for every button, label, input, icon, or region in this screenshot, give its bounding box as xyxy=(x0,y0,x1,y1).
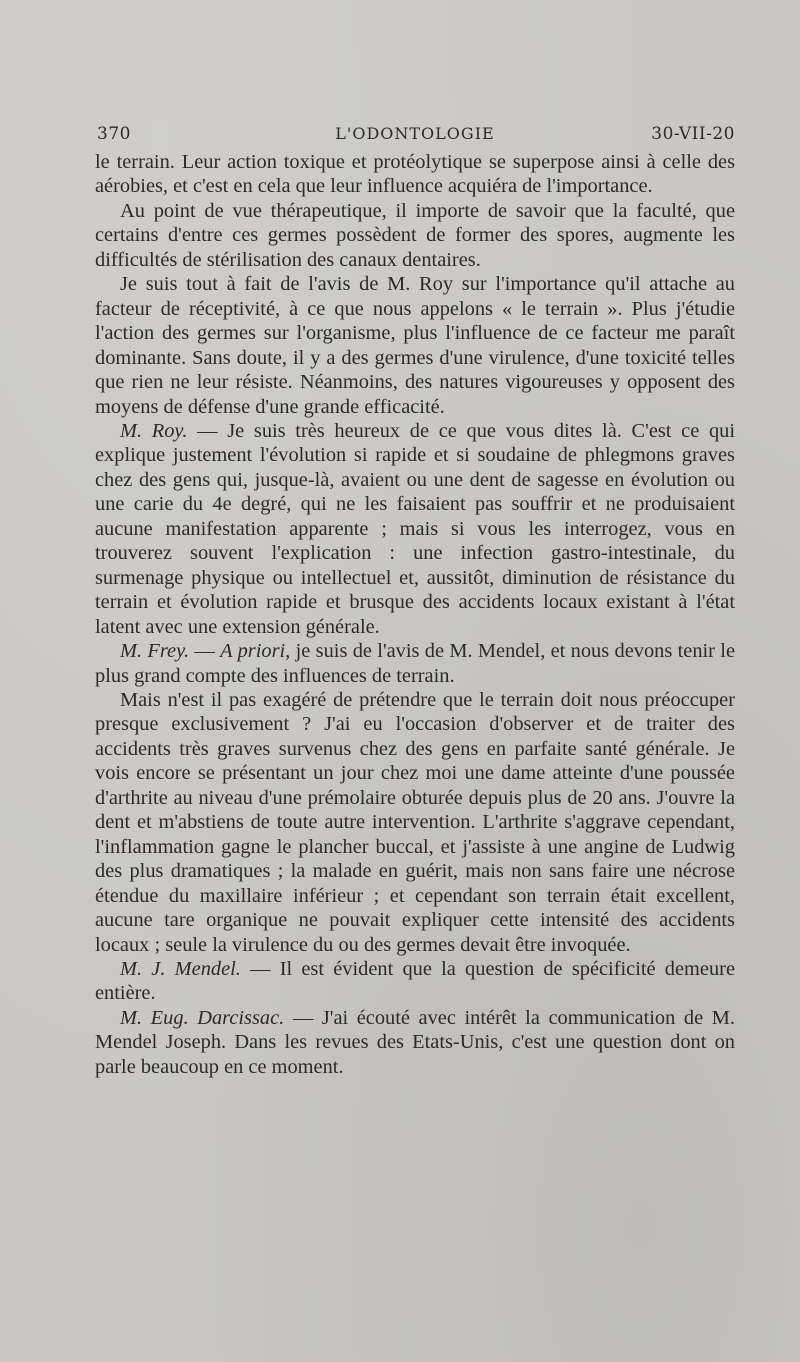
issue-date: 30-VII-20 xyxy=(651,124,735,144)
page-number: 370 xyxy=(97,124,131,144)
paragraph-darcissac: M. Eug. Darcissac. — J'ai écouté avec intérêt la communication de M. Mendel Joseph. Dans les revues des Etats-Unis, c'est une question dont on parle beaucoup en ce moment. xyxy=(95,1006,735,1078)
paragraph: Mais n'est il pas exagéré de prétendre que le terrain doit nous préoccuper presque exclusivement ? J'ai eu l'occasion d'observer et de traiter des accidents très graves survenus chez des gens en parfaite santé générale. Je vois encore se présentant un jour chez moi une dame atteinte d'une poussée d'arthrite au niveau d'une prémolaire obturée depuis plus de 20 ans. J'ouvre la dent et m'abstiens de toute autre intervention. L'arthrite s'aggrave cependant, l'inflammation gagne le plancher buccal, et j'assiste à une angine de Ludwig des plus dramatiques ; la malade en guérit, mais non sans faire une nécrose étendue du maxillaire inférieur ; et cependant son terrain était excellent, aucune tare organique ne pouvait expliquer cette intensité des accidents locaux ; seule la virulence du ou des germes devait être invoquée. xyxy=(95,688,735,956)
article-body xyxy=(95,150,735,1079)
paragraph-roy: M. Roy. — Je suis très heureux de ce que vous dites là. C'est ce qui explique justement l'évolution si rapide et si soudaine de phlegmons graves chez des gens qui, jusque-là, avaient ou une dent de sagesse en évolution ou une carie du 4e degré, qui ne les faisaient pas souffrir et ne produisaient aucune manifestation apparente ; mais si vous les interrogez, vous en trouverez souvent l'explication : une infection gastro-intestinale, du surmenage physique ou intellectuel et, aussitôt, diminution de résistance du terrain et évolution rapide et brusque des accidents locaux existant à l'état latent avec une extension générale. xyxy=(95,419,735,638)
speaker-name: M. J. Mendel. xyxy=(120,957,241,980)
paragraph: Je suis tout à fait de l'avis de M. Roy sur l'importance qu'il attache au facteur de réceptivité, à ce que nous appelons « le terrain ». Plus j'étudie l'action des germes sur l'organisme, plus l'influence de ce facteur me paraît dominante. Sans doute, il y a des germes d'une virulence, d'une toxicité telles que rien ne leur résiste. Néanmoins, des natures vigoureuses y opposent des moyens de défense d'une grande efficacité. xyxy=(95,273,735,418)
emphasis: A priori, xyxy=(220,640,291,663)
running-header xyxy=(95,120,735,148)
paragraph: Au point de vue thérapeutique, il importe de savoir que la faculté, que certains d'entre ces germes possèdent de former des spores, augmente les difficultés de stérilisation des canaux dentaires. xyxy=(95,199,735,271)
speaker-name: M. Eug. Darcissac. xyxy=(120,1006,285,1029)
speaker-name: M. Roy. xyxy=(120,419,188,442)
speaker-name: M. Frey. xyxy=(120,640,190,663)
paragraph-frey: M. Frey. — A priori, je suis de l'avis de M. Mendel, et nous devons tenir le plus grand compte des influences de terrain. xyxy=(95,640,736,687)
paragraph-mendel: M. J. Mendel. — Il est évident que la question de spécificité demeure entière. xyxy=(95,957,736,1005)
paragraph: le terrain. Leur action toxique et protéolytique se superpose ainsi à celle des aérobies, et c'est en cela que leur influence acquiéra de l'importance. xyxy=(95,151,735,198)
running-title: L'ODONTOLOGIE xyxy=(335,124,495,143)
document-page xyxy=(95,120,735,1079)
